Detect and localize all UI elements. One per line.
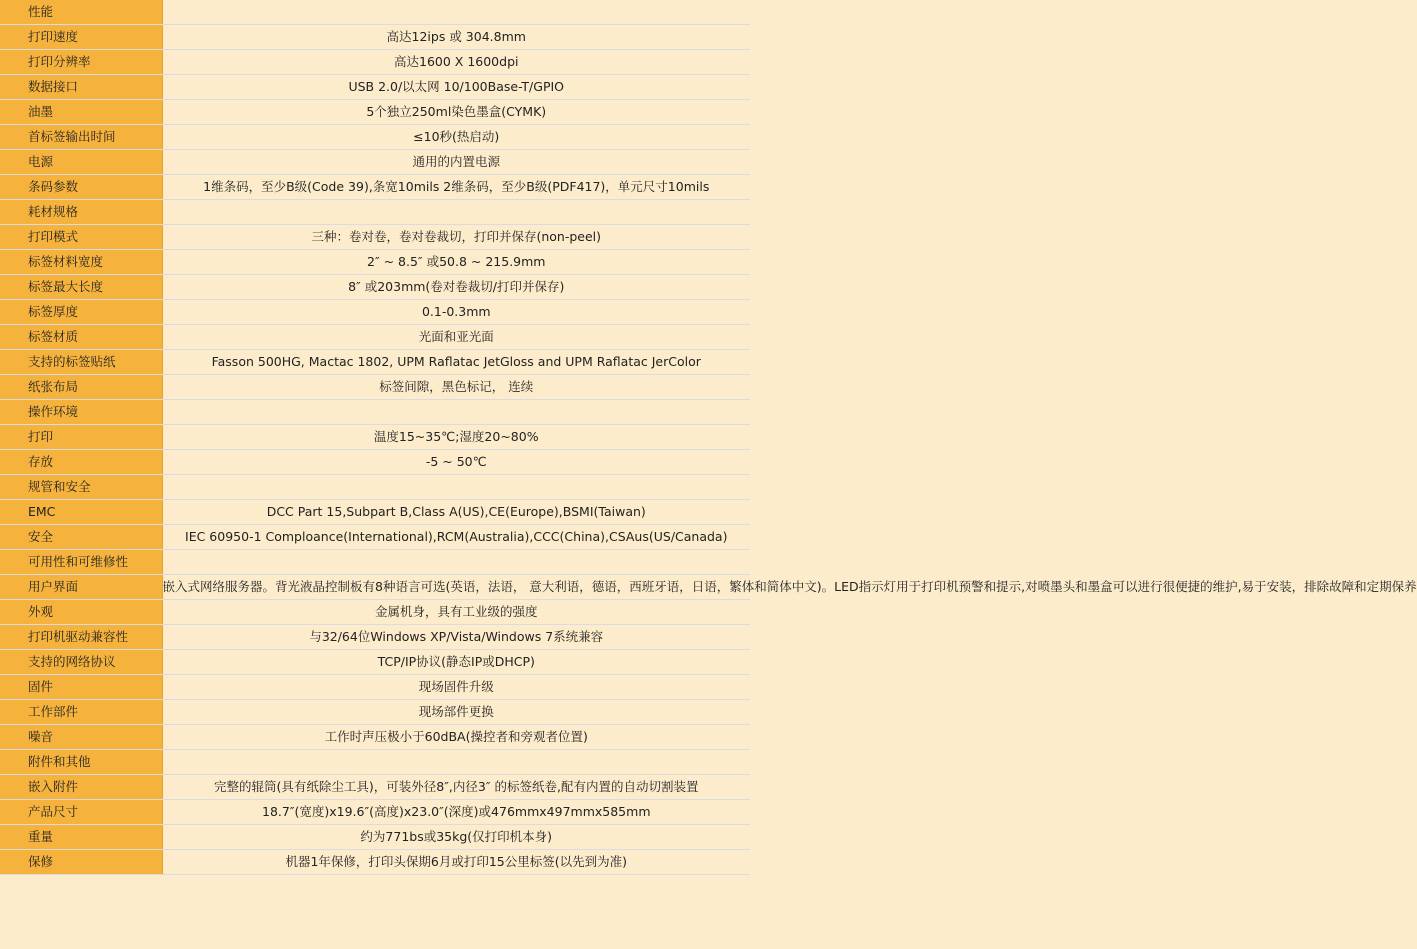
- spec-row: [0, 150, 750, 175]
- spec-row: [0, 375, 750, 400]
- spec-label: 安全: [0, 525, 162, 550]
- spec-value: ≤10秒(热启动): [162, 125, 750, 150]
- spec-value: 高达1600 X 1600dpi: [162, 50, 750, 75]
- spec-value: 高达12ips 或 304.8mm: [162, 25, 750, 50]
- spec-label: 嵌入附件: [0, 775, 162, 800]
- spec-value: 8″ 或203mm(卷对卷裁切/打印并保存): [162, 275, 750, 300]
- spec-row: [0, 425, 750, 450]
- spec-value: 嵌入式网络服务器。背光液晶控制板有8种语言可选(英语，法语， 意大利语，德语，西班牙语，日语，繁体和简体中文)。LED指示灯用于打印机预警和提示,对喷墨头和墨盒可以进行很便捷的维护,易于安装，排除故障和定期保养: [162, 575, 750, 600]
- spec-label: 打印机驱动兼容性: [0, 625, 162, 650]
- section-title: 性能: [0, 0, 162, 25]
- spec-label: 外观: [0, 600, 162, 625]
- section-title: 耗材规格: [0, 200, 162, 225]
- spec-row: [0, 100, 750, 125]
- spec-row: [0, 600, 750, 625]
- section-header-row: [0, 0, 750, 25]
- section-header-row: [0, 750, 750, 775]
- spec-row: [0, 850, 750, 875]
- spec-row: [0, 725, 750, 750]
- spec-value: -5 ~ 50℃: [162, 450, 750, 475]
- section-header-row: [0, 200, 750, 225]
- spec-row: [0, 650, 750, 675]
- spec-value: 2″ ~ 8.5″ 或50.8 ~ 215.9mm: [162, 250, 750, 275]
- spec-row: [0, 275, 750, 300]
- spec-value: 三种：卷对卷，卷对卷裁切，打印并保存(non-peel): [162, 225, 750, 250]
- spec-value: 标签间隙，黑色标记， 连续: [162, 375, 750, 400]
- spec-value: 机器1年保修，打印头保期6月或打印15公里标签(以先到为准): [162, 850, 750, 875]
- spec-label: 打印分辨率: [0, 50, 162, 75]
- section-title: 可用性和可维修性: [0, 550, 162, 575]
- spec-row: [0, 300, 750, 325]
- section-spacer: [162, 400, 750, 425]
- section-spacer: [162, 550, 750, 575]
- spec-value: 约为771bs或35kg(仅打印机本身): [162, 825, 750, 850]
- section-header-row: [0, 550, 750, 575]
- spec-label: 固件: [0, 675, 162, 700]
- spec-row: [0, 825, 750, 850]
- spec-value: 1维条码，至少B级(Code 39),条宽10mils 2维条码，至少B级(PDF417)，单元尺寸10mils: [162, 175, 750, 200]
- spec-value: 现场部件更换: [162, 700, 750, 725]
- section-title: 操作环境: [0, 400, 162, 425]
- spec-row: [0, 525, 750, 550]
- spec-row: [0, 350, 750, 375]
- section-spacer: [162, 475, 750, 500]
- spec-value: 温度15~35℃;湿度20~80%: [162, 425, 750, 450]
- spec-label: 支持的网络协议: [0, 650, 162, 675]
- spec-value: 5个独立250ml染色墨盒(CYMK): [162, 100, 750, 125]
- section-spacer: [162, 200, 750, 225]
- spec-label: 打印模式: [0, 225, 162, 250]
- spec-row: [0, 225, 750, 250]
- spec-label: 支持的标签贴纸: [0, 350, 162, 375]
- spec-label: 噪音: [0, 725, 162, 750]
- spec-value: 金属机身，具有工业级的强度: [162, 600, 750, 625]
- spec-label: 工作部件: [0, 700, 162, 725]
- spec-label: 条码参数: [0, 175, 162, 200]
- section-header-row: [0, 400, 750, 425]
- spec-value: TCP/IP协议(静态IP或DHCP): [162, 650, 750, 675]
- spec-row: [0, 625, 750, 650]
- spec-value: IEC 60950-1 Comploance(International),RCM(Australia),CCC(China),CSAus(US/Canada): [162, 525, 750, 550]
- spec-label: 首标签输出时间: [0, 125, 162, 150]
- spec-label: 存放: [0, 450, 162, 475]
- spec-value: 现场固件升级: [162, 675, 750, 700]
- section-title: 规管和安全: [0, 475, 162, 500]
- spec-label: 标签最大长度: [0, 275, 162, 300]
- spec-label: EMC: [0, 500, 162, 525]
- spec-row: [0, 175, 750, 200]
- spec-value: 工作时声压极小于60dBA(操控者和旁观者位置): [162, 725, 750, 750]
- section-title: 附件和其他: [0, 750, 162, 775]
- spec-value: 与32/64位Windows XP/Vista/Windows 7系统兼容: [162, 625, 750, 650]
- spec-row: [0, 800, 750, 825]
- spec-label: 电源: [0, 150, 162, 175]
- spec-value: USB 2.0/以太网 10/100Base-T/GPIO: [162, 75, 750, 100]
- spec-value: Fasson 500HG, Mactac 1802, UPM Raflatac JetGloss and UPM Raflatac JerColor: [162, 350, 750, 375]
- spec-label: 标签材质: [0, 325, 162, 350]
- spec-row: [0, 775, 750, 800]
- spec-row: [0, 700, 750, 725]
- section-header-row: [0, 475, 750, 500]
- spec-label: 打印速度: [0, 25, 162, 50]
- section-spacer: [162, 0, 750, 25]
- spec-label: 用户界面: [0, 575, 162, 600]
- section-spacer: [162, 750, 750, 775]
- spec-label: 标签厚度: [0, 300, 162, 325]
- spec-label: 保修: [0, 850, 162, 875]
- spec-label: 标签材料宽度: [0, 250, 162, 275]
- spec-value: 光面和亚光面: [162, 325, 750, 350]
- spec-row: [0, 575, 750, 600]
- spec-label: 重量: [0, 825, 162, 850]
- spec-value: 完整的辊筒(具有纸除尘工具)，可装外径8″,内径3″ 的标签纸卷,配有内置的自动切割装置: [162, 775, 750, 800]
- spec-row: [0, 125, 750, 150]
- spec-label: 打印: [0, 425, 162, 450]
- spec-row: [0, 75, 750, 100]
- spec-value: 18.7″(宽度)x19.6″(高度)x23.0″(深度)或476mmx497mmx585mm: [162, 800, 750, 825]
- spec-row: [0, 50, 750, 75]
- spec-label: 产品尺寸: [0, 800, 162, 825]
- spec-row: [0, 250, 750, 275]
- spec-row: [0, 325, 750, 350]
- spec-label: 数据接口: [0, 75, 162, 100]
- spec-label: 油墨: [0, 100, 162, 125]
- spec-value: 通用的内置电源: [162, 150, 750, 175]
- spec-value: DCC Part 15,Subpart B,Class A(US),CE(Europe),BSMI(Taiwan): [162, 500, 750, 525]
- spec-row: [0, 500, 750, 525]
- spec-row: [0, 25, 750, 50]
- spec-row: [0, 450, 750, 475]
- spec-row: [0, 675, 750, 700]
- spec-value: 0.1-0.3mm: [162, 300, 750, 325]
- spec-label: 纸张布局: [0, 375, 162, 400]
